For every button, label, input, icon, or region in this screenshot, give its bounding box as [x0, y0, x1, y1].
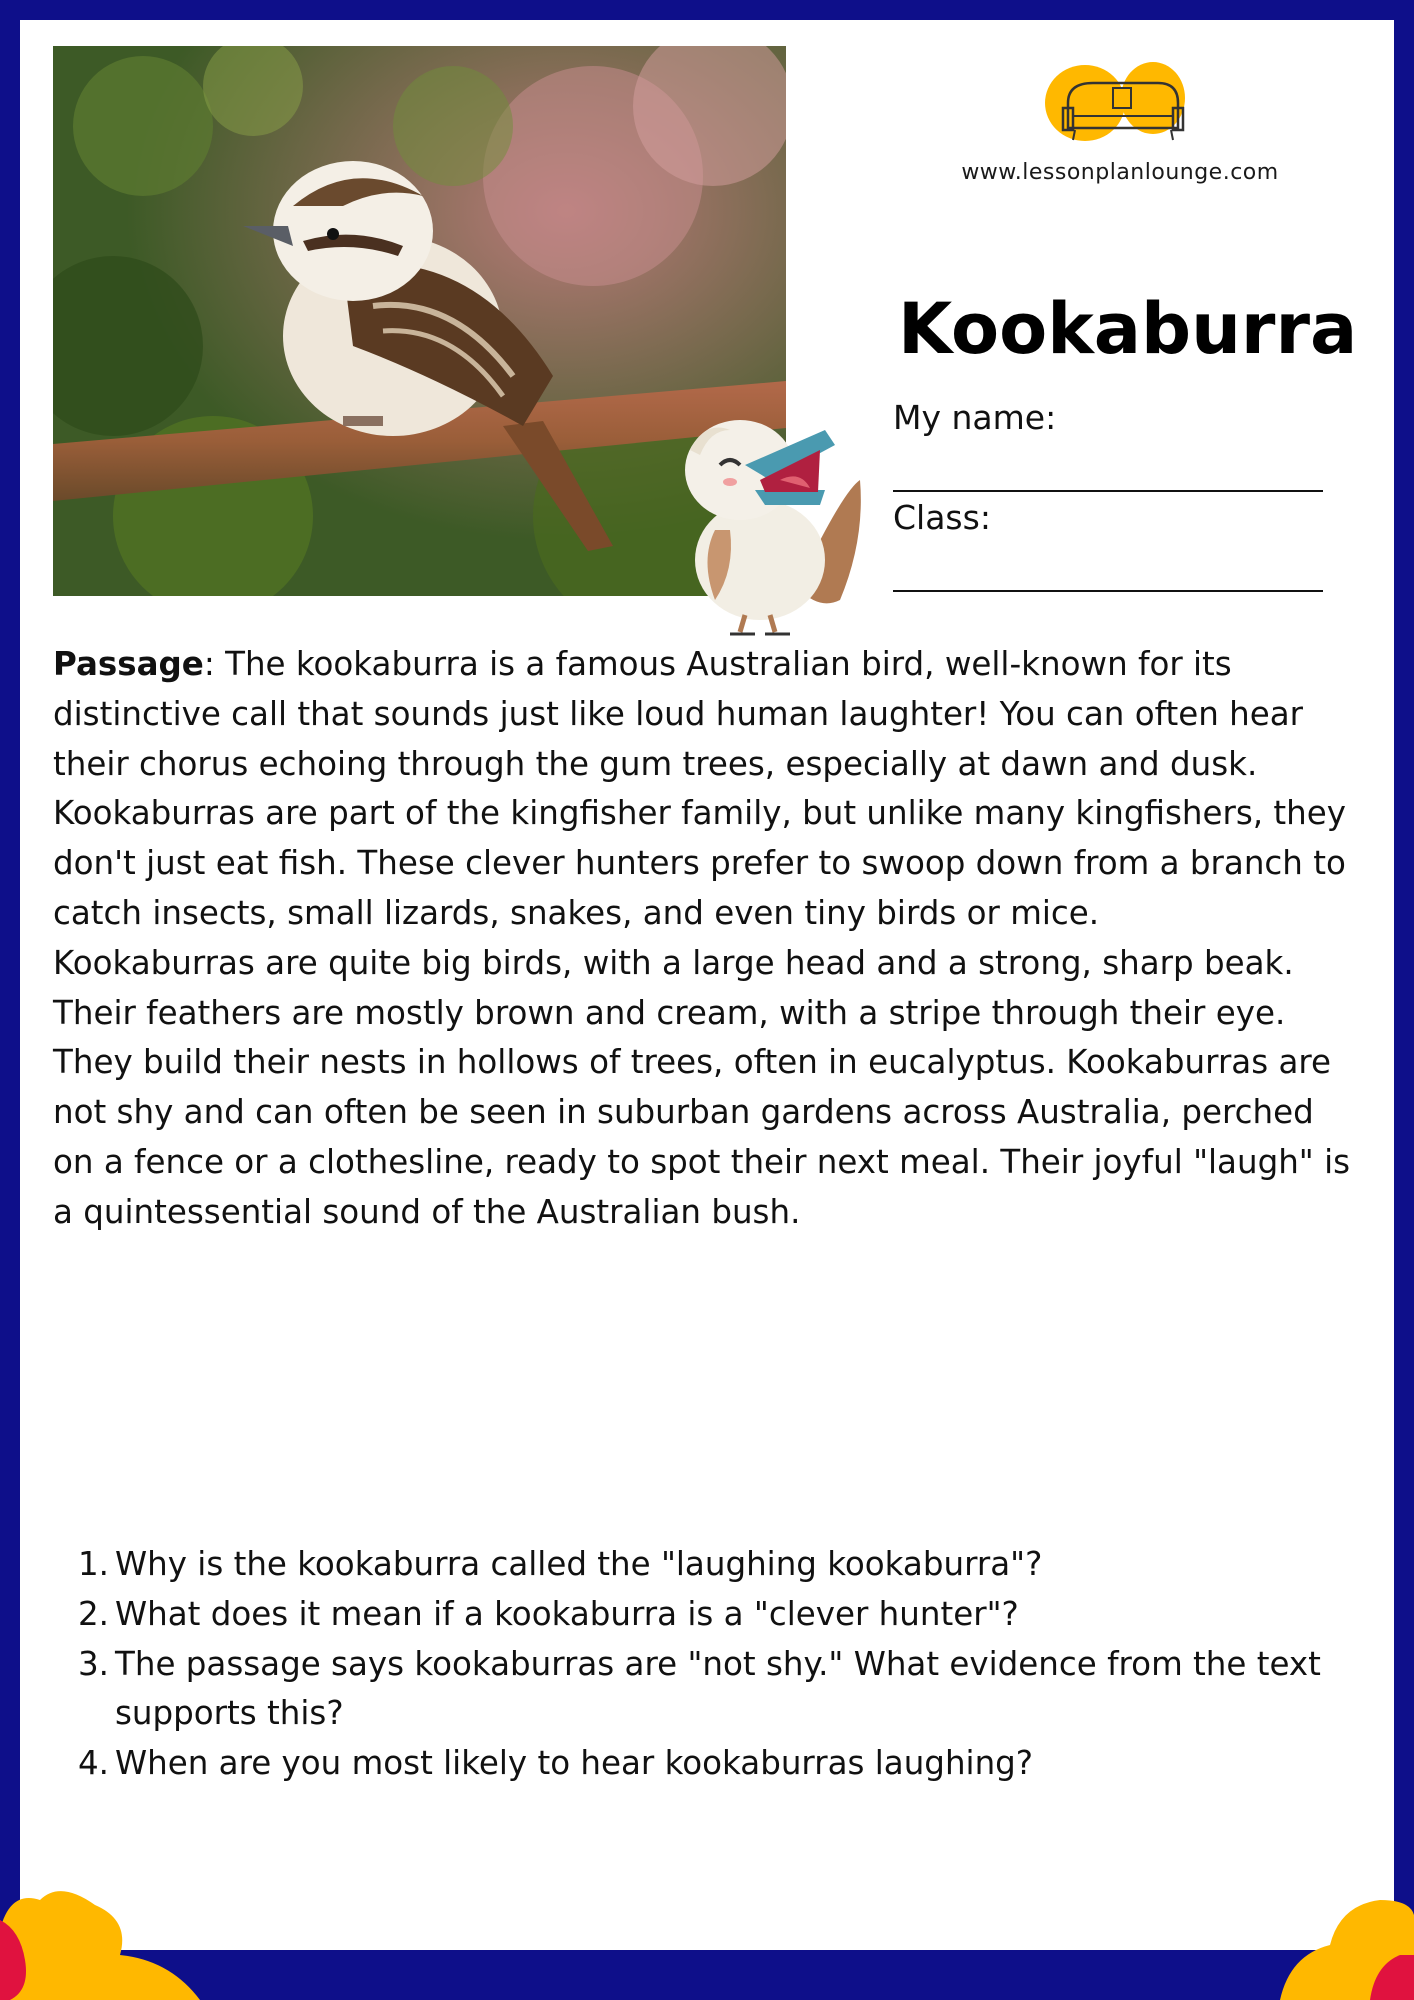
- question-number: 2.: [77, 1594, 109, 1633]
- question-number: 4.: [77, 1744, 109, 1783]
- name-label: My name:: [893, 398, 1057, 437]
- sofa-logo-icon: [1043, 58, 1203, 158]
- passage-paragraph-1: [53, 640, 1363, 939]
- class-field[interactable]: [893, 590, 1323, 592]
- question-item: [53, 1590, 1363, 1640]
- page-title: Kookaburra: [898, 288, 1358, 370]
- passage-text-1: : The kookaburra is a famous Australian bird, well-known for its distinctive call that sounds just like loud human laughter! You can often hear their chorus echoing through the gum trees, especially at dawn and dusk. Kookaburras are part of the kingfisher family, but unlike many kingfishers, they don't just eat fish. These clever hunters prefer to swoop down from a branch to catch insects, small lizards, snakes, and even tiny birds or mice.: [53, 645, 1347, 932]
- passage-paragraph-2: Kookaburras are quite big birds, with a large head and a strong, sharp beak. Their feathers are mostly brown and cream, with a stripe through their eye. They build their nests in hollows of trees, often in eucalyptus. Kookaburras are not shy and can often be seen in suburban gardens across Australia, perched on a fence or a clothesline, ready to spot their next meal. Their joyful "laugh" is a quintessential sound of the Australian bush.: [53, 943, 1351, 1231]
- question-text: The passage says kookaburras are "not shy." What evidence from the text supports this?: [115, 1644, 1321, 1733]
- cartoon-kookaburra-illustration: [660, 410, 870, 640]
- question-item: [53, 1640, 1363, 1740]
- reading-passage: [53, 640, 1363, 1238]
- name-field[interactable]: [893, 490, 1323, 492]
- worksheet-page: [20, 20, 1394, 1950]
- question-number: 3.: [77, 1644, 109, 1683]
- question-item: [53, 1540, 1363, 1590]
- corner-blob-left-icon: [0, 1890, 220, 2000]
- question-list: [53, 1540, 1363, 1789]
- question-item: [53, 1739, 1363, 1789]
- question-text: When are you most likely to hear kookaburras laughing?: [115, 1744, 1034, 1783]
- website-url[interactable]: www.lessonplanlounge.com: [961, 160, 1279, 185]
- question-number: 1.: [77, 1545, 109, 1583]
- question-text: Why is the kookaburra called the "laughing kookaburra"?: [115, 1545, 1043, 1583]
- question-text: What does it mean if a kookaburra is a "clever hunter"?: [115, 1594, 1019, 1633]
- corner-blob-right-icon: [1270, 1895, 1414, 2000]
- class-label: Class:: [893, 498, 991, 537]
- passage-label: Passage: [53, 645, 204, 683]
